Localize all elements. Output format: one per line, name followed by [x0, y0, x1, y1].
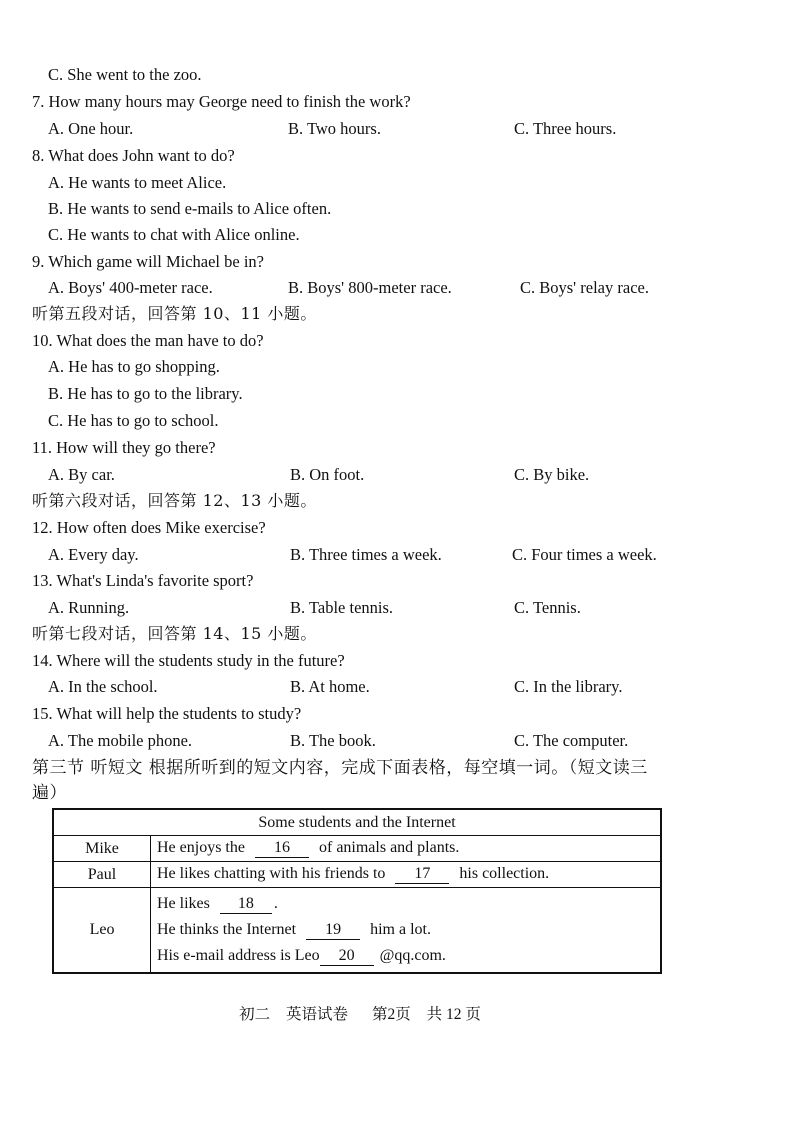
info-cell-mike — [151, 836, 662, 862]
q14-option-b: B. At home. — [290, 677, 370, 696]
q7-option-c: C. Three hours. — [514, 119, 617, 138]
q13-option-b: B. Table tennis. — [290, 598, 394, 617]
q15-option-c: C. The computer. — [514, 731, 629, 750]
q7-option-a: A. One hour. — [48, 119, 134, 138]
q15-option-b: B. The book. — [290, 731, 376, 750]
q9-option-b: B. Boys' 800-meter race. — [288, 278, 452, 297]
q15-option-a: A. The mobile phone. — [48, 731, 193, 750]
q7-option-b: B. Two hours. — [288, 119, 381, 138]
table-row-leo — [53, 888, 661, 974]
q14-option-c: C. In the library. — [514, 677, 623, 696]
blank-20[interactable]: 20 — [320, 947, 374, 966]
section-7-instruction: 听第七段对话，回答第 14、15 小题。 — [32, 624, 317, 643]
blank-19[interactable]: 19 — [306, 921, 360, 940]
leo-line-1-pre: He likes — [157, 895, 210, 912]
info-cell-paul — [151, 862, 662, 888]
q8-stem: 8. What does John want to do? — [32, 146, 235, 165]
paul-text-pre: He likes chatting with his friends to — [157, 865, 386, 882]
footer-subject: 英语试卷 — [286, 1006, 349, 1023]
q12-option-c: C. Four times a week. — [512, 545, 657, 564]
footer-grade: 初二 — [239, 1006, 271, 1023]
q11-option-a: A. By car. — [48, 465, 115, 484]
q8-option-b: B. He wants to send e-mails to Alice often. — [48, 199, 332, 218]
leo-line-3-post: @qq.com. — [379, 947, 446, 964]
q9-stem: 9. Which game will Michael be in? — [32, 252, 264, 271]
leo-line-1 — [157, 891, 654, 917]
leo-line-2-pre: He thinks the Internet — [157, 921, 297, 938]
q9-option-c: C. Boys' relay race. — [520, 278, 649, 297]
section-6-instruction: 听第六段对话，回答第 12、13 小题。 — [32, 491, 317, 510]
name-cell-leo: Leo — [53, 888, 151, 974]
leo-line-2-post: him a lot. — [370, 921, 431, 938]
leo-line-3 — [157, 943, 654, 969]
q11-stem: 11. How will they go there? — [32, 438, 216, 457]
table-row-mike — [53, 836, 661, 862]
students-internet-table — [52, 808, 662, 974]
q12-stem: 12. How often does Mike exercise? — [32, 518, 266, 537]
paul-text-post: his collection. — [459, 865, 550, 882]
table-row-paul — [53, 862, 661, 888]
page-footer — [0, 1002, 720, 1024]
q13-option-c: C. Tennis. — [514, 598, 581, 617]
q12-option-b: B. Three times a week. — [290, 545, 442, 564]
leo-line-3-pre: His e-mail address is Leo — [157, 947, 320, 964]
q12-option-a: A. Every day. — [48, 545, 139, 564]
info-cell-leo — [151, 888, 662, 974]
q8-option-a: A. He wants to meet Alice. — [48, 173, 227, 192]
name-cell-mike: Mike — [53, 836, 151, 862]
q10-option-b: B. He has to go to the library. — [48, 384, 243, 403]
blank-16[interactable]: 16 — [255, 839, 309, 858]
q14-stem: 14. Where will the students study in the future? — [32, 651, 345, 670]
q10-option-a: A. He has to go shopping. — [48, 357, 220, 376]
part-3-instruction: 第三节 听短文 根据所听到的短文内容，完成下面表格，每空填一词。（短文读三 — [32, 758, 648, 778]
section-5-instruction: 听第五段对话，回答第 10、11 小题。 — [32, 304, 317, 323]
leo-line-2 — [157, 917, 654, 943]
q9-option-a: A. Boys' 400-meter race. — [48, 278, 213, 297]
leo-line-1-post: . — [273, 895, 278, 912]
table-title: Some students and the Internet — [53, 809, 661, 836]
name-cell-paul: Paul — [53, 862, 151, 888]
q6-option-c: C. She went to the zoo. — [48, 65, 202, 84]
q7-stem: 7. How many hours may George need to finish the work? — [32, 92, 411, 111]
q14-option-a: A. In the school. — [48, 677, 158, 696]
q13-stem: 13. What's Linda's favorite sport? — [32, 571, 254, 590]
mike-text-pre: He enjoys the — [157, 839, 245, 856]
q15-stem: 15. What will help the students to study? — [32, 704, 302, 723]
q13-option-a: A. Running. — [48, 598, 130, 617]
q11-option-b: B. On foot. — [290, 465, 365, 484]
q11-option-c: C. By bike. — [514, 465, 590, 484]
q10-stem: 10. What does the man have to do? — [32, 331, 264, 350]
footer-total: 共 12 页 — [426, 1006, 481, 1023]
q8-option-c: C. He wants to chat with Alice online. — [48, 225, 300, 244]
blank-18[interactable]: 18 — [220, 895, 272, 914]
q10-option-c: C. He has to go to school. — [48, 411, 219, 430]
footer-page: 第2页 — [371, 1006, 411, 1023]
part-3-instruction-cont: 遍） — [32, 783, 67, 803]
mike-text-post: of animals and plants. — [318, 839, 460, 856]
blank-17[interactable]: 17 — [395, 865, 449, 884]
